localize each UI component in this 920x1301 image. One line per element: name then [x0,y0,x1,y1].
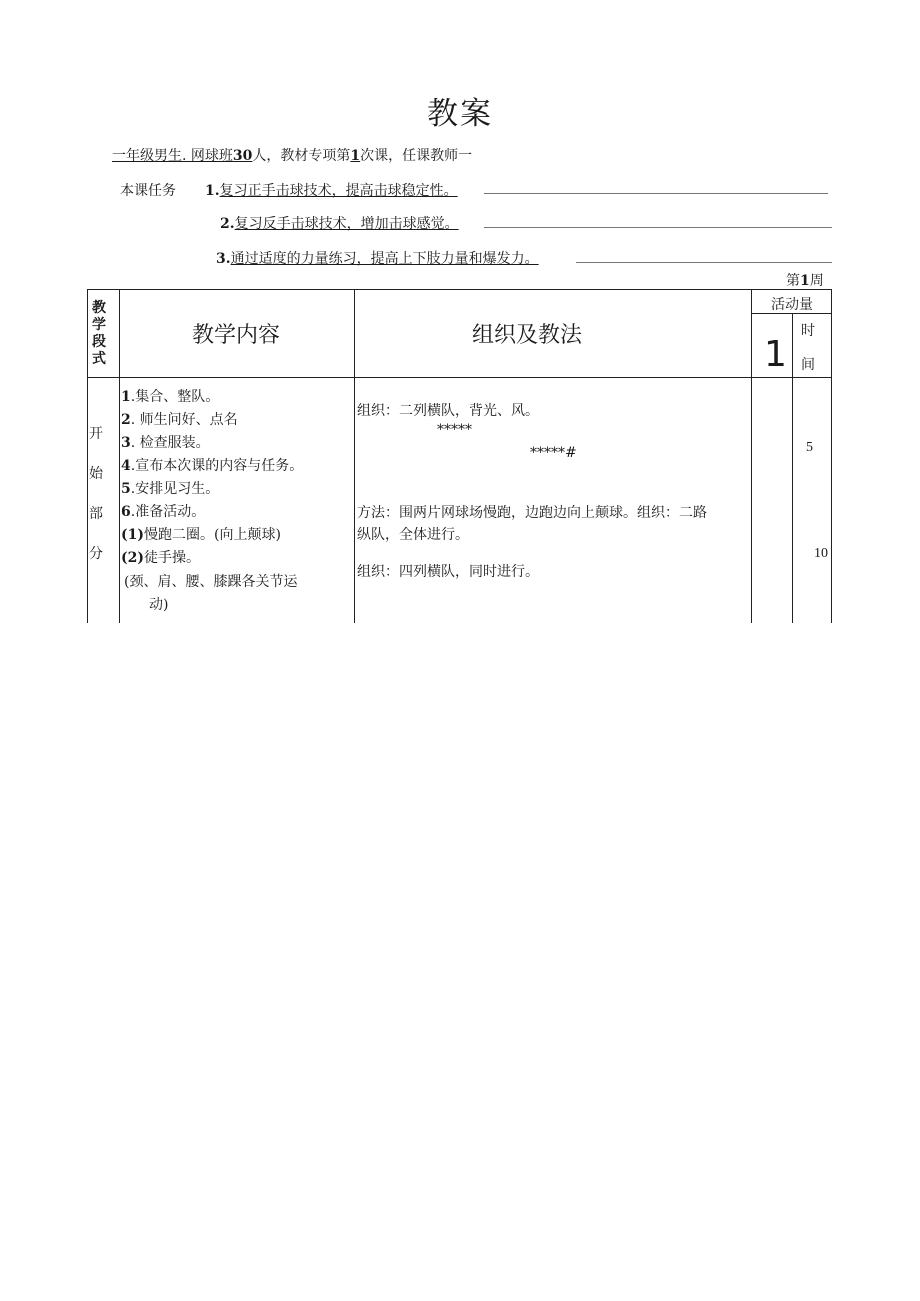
header-content: 教学内容 [192,323,281,348]
item-text: . 检查服装。 [130,435,210,451]
count-suffix: 人，教材专项第 [252,148,351,164]
task-item-1 [205,180,458,200]
task-text: 通过适度的力量练习，提高上下肢力量和爆发力。 [230,251,539,267]
item-text: .准备活动。 [130,504,206,520]
task-item-3 [216,248,539,268]
time-minutes: 10 [814,546,828,561]
item-text: .安排见习生。 [130,481,220,497]
section-char: 分 [89,546,103,562]
item-num: 6 [121,504,131,520]
section-char: 部 [89,506,103,522]
item-num: 3 [121,435,131,451]
method-line: 纵队，全体进行。 [357,527,469,543]
header-intensity: 1 [764,334,787,375]
method-line: 方法：围两片网球场慢跑，边跑边向上颠球。组织：二路 [357,505,707,521]
list-item [121,386,219,406]
item-text: 徒手操。 [144,550,200,566]
col-divider [751,289,752,623]
table-header-divider [87,377,832,378]
section-char: 开 [89,426,103,442]
item-text: .宣布本次课的内容与任务。 [130,458,304,474]
list-item [121,478,219,498]
list-item [149,594,168,614]
item-text: (颈、肩、腰、膝踝各关节运 [124,574,298,590]
col-divider [354,289,355,623]
week-prefix: 第 [786,273,800,289]
grade: 一年级男生 [112,148,182,164]
student-count: 30 [232,148,253,164]
formation-stars: *****# [530,445,577,461]
org-line: 组织：四列横队，同时进行。 [357,564,539,580]
item-text: 动) [149,597,169,613]
item-num: (1) [121,527,144,543]
header-activity: 活动量 [771,297,813,313]
week-suffix: 周 [809,273,824,289]
item-num: 4 [121,458,131,474]
list-item [121,409,238,429]
task-item-2 [220,213,459,233]
header-method: 组织及教法 [472,323,583,348]
task-blank-line [484,227,832,228]
task-blank-line [484,193,828,194]
list-item [121,547,200,567]
formation-stars: ***** [437,422,472,438]
item-text: . 师生问好、点名 [130,412,238,428]
task-num: 1. [205,183,220,199]
lesson-suffix: 次课，任课教师一 [360,148,473,164]
class-name: . 网球班 [182,148,233,164]
item-num: 5 [121,481,131,497]
col-divider [119,289,120,623]
col-divider [792,313,793,623]
item-num: (2) [121,550,144,566]
list-item [121,432,210,452]
item-text: 慢跑二圈。(向上颠球) [144,527,281,543]
task-num: 2. [220,216,235,232]
header-time-1: 时 [801,323,815,339]
class-info [112,145,472,165]
org-line: 组织：二列横队，背光、风。 [357,403,539,419]
task-blank-line [576,262,832,263]
item-num: 1 [121,389,131,405]
item-text: .集合、整队。 [130,389,220,405]
tasks-label: 本课任务 [120,183,176,199]
table-border-right [831,289,832,623]
time-minutes: 5 [806,440,813,455]
list-item [121,501,205,521]
item-num: 2 [121,412,131,428]
task-text: 复习反手击球技术，增加击球感觉。 [234,216,459,232]
table-border-top [87,289,832,290]
lesson-number: 1 [350,148,361,164]
header-time-2: 间 [801,357,815,373]
task-num: 3. [216,251,231,267]
header-segment: 教学段式 [92,300,106,367]
section-char: 始 [89,466,103,482]
page-title: 教案 [427,96,493,132]
week-number: 1 [800,273,810,289]
list-item [121,524,281,544]
list-item [121,455,303,475]
list-item [124,571,297,591]
task-text: 复习正手击球技术，提高击球稳定性。 [219,183,458,199]
week-label [786,270,824,290]
